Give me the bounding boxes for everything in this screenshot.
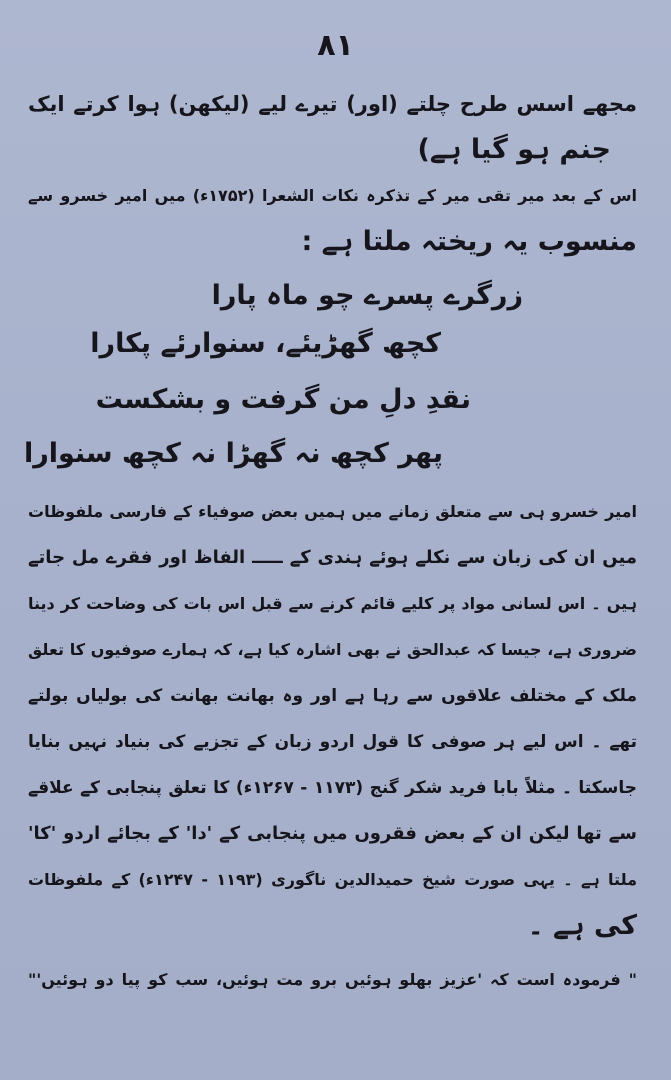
text-line-1: مجھے اسس طرح چلتے (اور) تیرے لیے (لیکھن) ہوا کرتے ایک: [28, 92, 637, 116]
text-line-5: امیر خسرو ہی سے متعلق زمانے میں ہمیں بعض صوفیاء کے فارسی ملفوظات: [28, 502, 637, 521]
text-line-8: ضروری ہے، جیسا کہ عبدالحق نے بھی اشارہ کیا ہے، کہ ہمارے صوفیوں کا تعلق: [28, 640, 637, 659]
verse-line-4: پھر کچھ نہ گھڑا نہ کچھ سنوارا: [23, 438, 443, 469]
text-line-14: کی ہے ۔: [527, 910, 637, 941]
verse-line-3: نقدِ دلِ من گرفت و بشکست: [95, 384, 471, 415]
text-line-4: منسوب یہ ریختہ ملتا ہے :: [301, 226, 637, 257]
text-line-9: ملک کے مختلف علاقوں سے رہا ہے اور وہ بھانت بھانت کی بولیاں بولتے: [28, 686, 637, 706]
page-number: ۸۱: [317, 28, 354, 63]
text-line-11: جاسکتا ۔ مثلاً بابا فرید شکر گنج (۱۱۷۳ - ۱۲۶۷ء) کا تعلق پنجابی کے علاقے: [28, 778, 637, 798]
quotation-line: " فرمودہ است کہ 'عزیز بھلو ہوئیں برو مت ہوئیں، سب کو پیا دو ہوئیں'": [28, 970, 637, 989]
text-line-12: سے تھا لیکن ان کے بعض فقروں میں پنجابی کے 'دا' کے بجائے اردو 'کا': [28, 823, 637, 844]
text-line-13: ملتا ہے ۔ یہی صورت شیخ حمیدالدین ناگوری (۱۱۹۳ - ۱۲۴۷ء) کے ملفوظات: [28, 870, 638, 889]
text-line-6: میں ان کی زبان سے نکلے ہوئے ہندی کے ـــــ الفاظ اور فقرے مل جاتے: [28, 547, 637, 568]
text-line-2: جنم ہو گیا ہے): [417, 134, 611, 165]
text-line-3: اس کے بعد میر تقی میر کے تذکرہ نکات الشعرا (۱۷۵۲ء) میں امیر خسرو سے: [28, 186, 637, 205]
text-line-7: ہیں ۔ اس لسانی مواد پر کلیے قائم کرنے سے قبل اس بات کی وضاحت کر دینا: [28, 594, 637, 613]
verse-line-1: زرگرے پسرے چو ماہ پارا: [211, 280, 523, 311]
verse-line-2: کچھ گھڑیئے، سنوارئے پکارا: [90, 328, 441, 359]
text-line-10: تھے ۔ اس لیے ہر صوفی کا قول اردو زبان کے تجزیے کی بنیاد نہیں بنایا: [28, 732, 637, 752]
